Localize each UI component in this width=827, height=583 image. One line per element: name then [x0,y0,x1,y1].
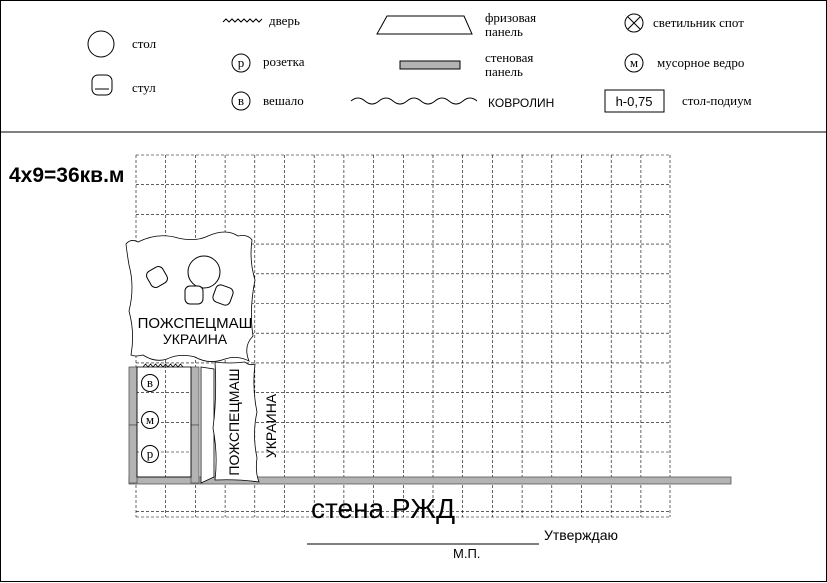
legend-door-label: дверь [269,13,300,28]
vertical-frieze-panel [201,367,214,483]
carpet-icon [351,98,477,104]
chair-2 [185,286,203,304]
door-icon [223,19,262,22]
wall-panel-left-2 [129,425,137,483]
floor-plan-drawing [1,1,827,583]
legend-chair-label: стул [132,80,156,95]
wall-panel-inner-1 [191,367,199,425]
legend-socket-label: розетка [263,54,305,69]
brand-vertical-2: УКРАИНА [263,393,279,459]
legend-wall-panel-label-1: стеновая [485,50,534,65]
legend-spot-light-label: светильник спот [653,15,744,30]
table-icon [88,31,114,57]
area-label: 4x9=36кв.м [9,164,125,187]
frieze-panel-icon [377,16,472,34]
wall-panel-inner-2 [191,425,199,483]
spot-light-icon [625,14,643,32]
socket-marker-letter: р [146,446,154,461]
legend-wall-panel-label-2: панель [485,64,523,79]
hanger-marker-letter: в [146,375,154,390]
legend-carpet-label: КОВРОЛИН [488,96,555,110]
wall-panel-icon [400,61,460,69]
legend-table-label: стол [132,36,157,51]
legend-frieze-label-1: фризовая [485,10,537,25]
brand-horizontal-2: УКРАИНА [162,331,228,347]
legend-podium-label: стол-подиум [682,93,752,108]
table [188,256,220,288]
wall-label: стена РЖД [311,493,456,524]
legend-hanger-label: вешало [263,93,304,108]
legend-frieze-label-2: панель [485,24,523,39]
legend [88,10,752,112]
storage-door [143,364,183,367]
brand-vertical-1: ПОЖСПЕЦМАШ [226,368,242,476]
trash-bin-icon-letter: м [629,55,639,70]
wall-panel-left-1 [129,367,137,425]
podium-badge-text: h-0,75 [615,94,653,109]
hanger-icon-letter: в [237,93,245,108]
legend-trash-label: мусорное ведро [657,55,745,70]
approve-label: Утверждаю [544,527,618,543]
trash-marker-letter: м [145,412,155,427]
brand-horizontal-1: ПОЖСПЕЦМАШ [137,315,253,332]
chair-icon [92,75,112,95]
socket-icon-letter: р [237,55,245,70]
stamp-label: М.П. [453,546,481,561]
